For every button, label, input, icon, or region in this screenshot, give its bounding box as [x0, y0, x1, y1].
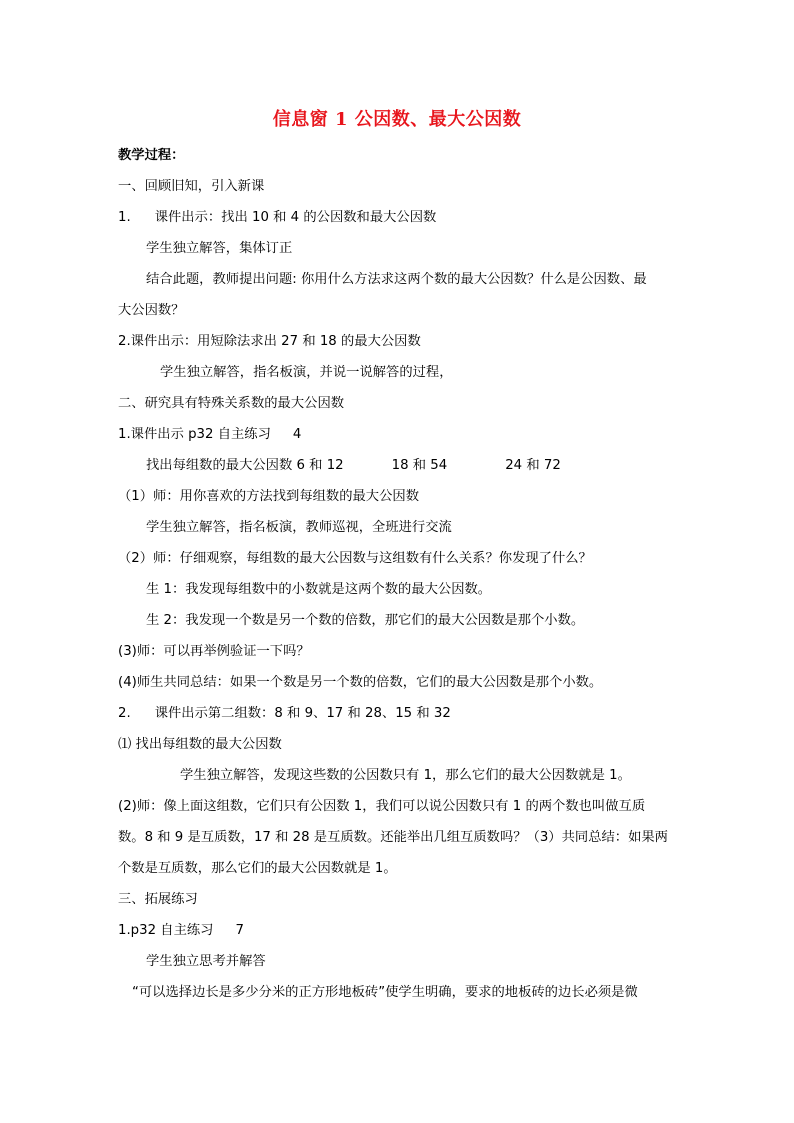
item-number: 1. — [118, 210, 131, 225]
item-number: 7 — [235, 923, 244, 938]
student-2-answer: 生 2：我发现一个数是另一个数的倍数，那它们的最大公因数是那个小数。 — [146, 613, 585, 628]
question-2: （2）师：仔细观察，每组数的最大公因数与这组数有什么关系？你发现了什么？ — [118, 551, 592, 566]
section3-item1 — [118, 922, 244, 940]
section2-item1 — [118, 426, 301, 444]
item-text: 课件出示第二组数：8 和 9、17 和 28、15 和 32 — [154, 706, 451, 721]
section3-line1: 学生独立思考并解答 — [146, 954, 266, 969]
section2-item2 — [118, 705, 451, 723]
part-2-line2: 数。8 和 9 是互质数，17 和 28 是互质数。还能举出几组互质数吗？（3）共同总结：如果两 — [118, 830, 668, 845]
part-1: ⑴ 找出每组数的最大公因数 — [118, 737, 282, 752]
section1-item1-line4: 大公因数？ — [118, 303, 185, 318]
question-3: (3)师：可以再举例验证一下吗？ — [118, 644, 310, 659]
section3-title: 三、拓展练习 — [118, 892, 198, 907]
page-title: 信息窗 1 公因数、最大公因数 — [272, 109, 522, 130]
section1-item1-line2: 学生独立解答，集体订正 — [146, 241, 293, 256]
item-text: 课件出示：找出 10 和 4 的公因数和最大公因数 — [154, 210, 437, 225]
group-2: 18 和 54 — [391, 458, 448, 473]
question-1: （1）师：用你喜欢的方法找到每组数的最大公因数 — [118, 489, 419, 504]
section2-groups-line — [146, 457, 561, 475]
item-number: 2. — [118, 706, 131, 721]
section1-item2: 2.课件出示：用短除法求出 27 和 18 的最大公因数 — [118, 334, 421, 349]
item-number: 4 — [292, 427, 302, 442]
item-text: 1.p32 自主练习 — [118, 923, 214, 938]
item-text: 1.课件出示 p32 自主练习 — [118, 427, 271, 442]
section2-title: 二、研究具有特殊关系数的最大公因数 — [118, 396, 345, 411]
part-2-line1: (2)师：像上面这组数，它们只有公因数 1，我们可以说公因数只有 1 的两个数也叫做互质 — [118, 799, 646, 814]
student-1-answer: 生 1：我发现每组数中的小数就是这两个数的最大公因数。 — [146, 582, 492, 597]
section3-line2: “可以选择边长是多少分米的正方形地板砖”使学生明确，要求的地板砖的边长必须是微 — [132, 985, 638, 1000]
part-1-answer: 学生独立解答，发现这些数的公因数只有 1，那么它们的最大公因数就是 1。 — [180, 768, 631, 783]
section1-item2-line2: 学生独立解答，指名板演，并说一说解答的过程， — [160, 365, 453, 380]
part-2-line3: 个数是互质数，那么它们的最大公因数就是 1。 — [118, 861, 397, 876]
group-3: 24 和 72 — [505, 458, 561, 473]
heading: 教学过程： — [118, 148, 185, 163]
group-1: 找出每组数的最大公因数 6 和 12 — [146, 458, 344, 473]
section1-title: 一、回顾旧知，引入新课 — [118, 179, 265, 194]
section1-item1 — [118, 209, 436, 227]
question-4-summary: (4)师生共同总结：如果一个数是另一个数的倍数，它们的最大公因数是那个小数。 — [118, 675, 603, 690]
section1-item1-line3: 结合此题，教师提出问题: 你用什么方法求这两个数的最大公因数？什么是公因数、最 — [146, 272, 647, 287]
question-1-answer: 学生独立解答，指名板演，教师巡视，全班进行交流 — [146, 520, 452, 535]
